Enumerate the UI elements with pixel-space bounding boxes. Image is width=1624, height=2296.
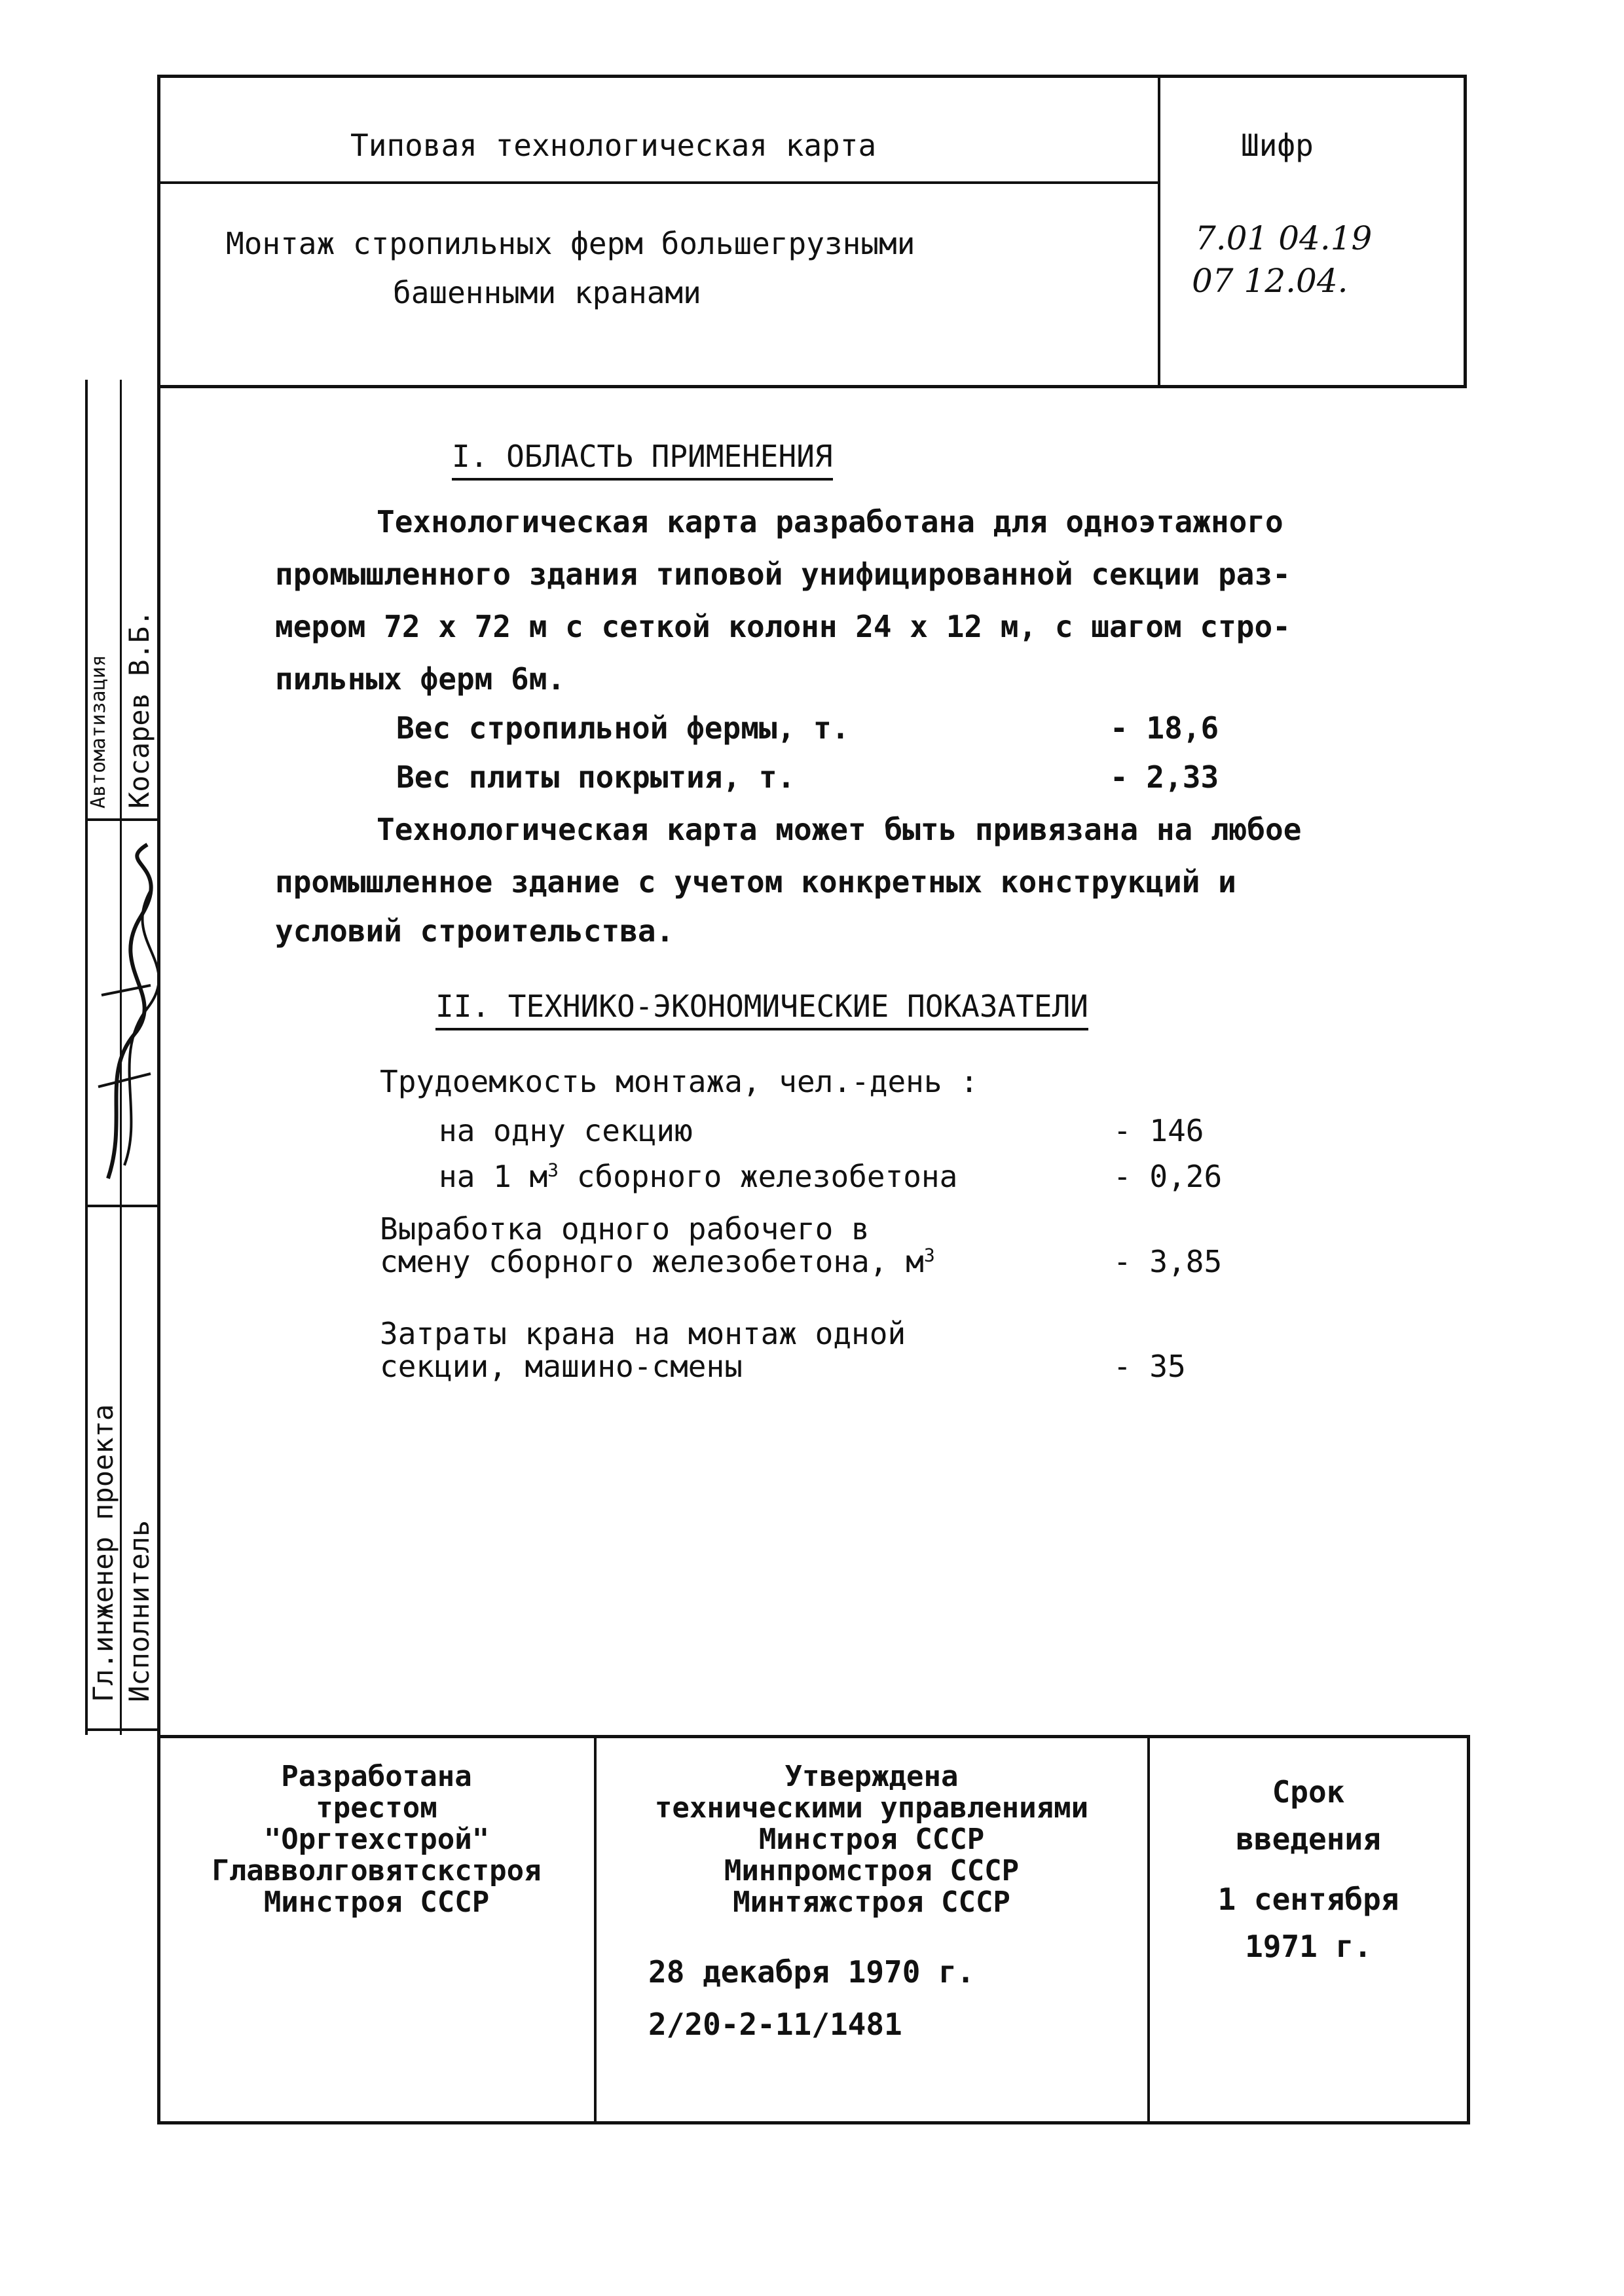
appr-line4: Минпромстроя СССР xyxy=(724,1854,1020,1887)
section2-heading-text: II. ТЕХНИКО-ЭКОНОМИЧЕСКИЕ ПОКАЗАТЕЛИ xyxy=(435,989,1088,1030)
per-section-value: - 146 xyxy=(1113,1113,1204,1148)
term-line4: 1971 г. xyxy=(1245,1929,1372,1964)
footer-right xyxy=(1467,1735,1470,2124)
term-line3: 1 сентября xyxy=(1217,1882,1399,1917)
cipher-label: Шифр xyxy=(1241,128,1314,163)
section1-para2-line2: промышленное здание с учетом конкретных конструкций и xyxy=(275,864,1236,900)
per-m3-sup: 3 xyxy=(547,1159,559,1181)
output-line2: смену сборного железобетона, м xyxy=(380,1244,924,1279)
appr-line3: Минстроя СССР xyxy=(758,1823,985,1856)
stamp-role-chief-engineer: Гл.инженер проекта xyxy=(87,1404,119,1702)
section1-heading xyxy=(452,439,833,474)
crane-line2: секции, машино-смены xyxy=(380,1349,743,1384)
labor-label: Трудоемкость монтажа, чел.-день : xyxy=(380,1064,978,1099)
doc-title-line2: башенными кранами xyxy=(393,275,701,310)
section1-para1-line3: мером 72 х 72 м с сеткой колонн 24 х 12 м, с шагом стро- xyxy=(275,609,1291,644)
appr-line1: Утверждена xyxy=(784,1760,959,1793)
per-section-label: на одну секцию xyxy=(439,1113,693,1148)
stamp-department: Автоматизация xyxy=(87,655,110,809)
footer-bottom xyxy=(157,2121,1470,2124)
code-line2: 07 12.04. xyxy=(1192,262,1348,300)
stamp-hline-1 xyxy=(85,818,160,821)
footer-top xyxy=(157,1735,1470,1738)
doc-type: Типовая технологическая карта xyxy=(350,128,877,163)
truss-weight-value: - 18,6 xyxy=(1110,710,1219,746)
crane-value: - 35 xyxy=(1113,1349,1186,1384)
header-bottom xyxy=(157,385,1467,388)
stamp-bottom xyxy=(85,1728,160,1731)
output-sup: 3 xyxy=(923,1244,935,1266)
header-divider-1 xyxy=(157,181,1159,184)
approval-date: 28 декабря 1970 г. xyxy=(648,1954,975,1990)
doc-title-line1: Монтаж стропильных ферм большегрузными xyxy=(226,226,915,261)
truss-weight-label: Вес стропильной фермы, т. xyxy=(396,710,850,746)
per-m3-label: на 1 м xyxy=(439,1159,548,1194)
dev-line4: Главволговятскстроя xyxy=(212,1854,542,1887)
approval-number: 2/20-2-11/1481 xyxy=(648,2007,902,2042)
slab-weight-label: Вес плиты покрытия, т. xyxy=(396,759,796,795)
frame-top xyxy=(157,75,1467,78)
dev-line2: трестом xyxy=(316,1791,437,1825)
dev-line1: Разработана xyxy=(281,1760,472,1793)
output-line1: Выработка одного рабочего в xyxy=(380,1211,870,1247)
output-line2-row xyxy=(380,1244,935,1279)
term-line1: Срок xyxy=(1272,1774,1345,1810)
stamp-hline-2 xyxy=(85,1205,160,1207)
footer-developer xyxy=(160,1761,593,1918)
per-m3-label-tail: сборного железобетона xyxy=(559,1159,958,1194)
slab-weight-value: - 2,33 xyxy=(1110,759,1219,795)
appr-line2: техническими управлениями xyxy=(654,1791,1089,1825)
stamp-role-executor: Исполнитель xyxy=(123,1520,155,1702)
dev-line3: "Оргтехстрой" xyxy=(263,1823,490,1856)
section1-heading-text: I. ОБЛАСТЬ ПРИМЕНЕНИЯ xyxy=(452,439,833,481)
per-m3-value: - 0,26 xyxy=(1113,1159,1223,1194)
term-line2: введения xyxy=(1236,1821,1381,1857)
section1-para2-line3: условий строительства. xyxy=(275,913,674,949)
stamp-name: Косарев В.Б. xyxy=(123,610,155,809)
dev-line5: Минстроя СССР xyxy=(263,1886,490,1919)
per-m3-row xyxy=(439,1159,957,1194)
crane-line1: Затраты крана на монтаж одной xyxy=(380,1316,906,1351)
header-vertical-divider xyxy=(1158,75,1160,388)
frame-right-header xyxy=(1464,75,1467,388)
footer-approval xyxy=(597,1761,1147,1918)
appr-line5: Минтяжстроя СССР xyxy=(733,1886,1010,1919)
footer-term xyxy=(1150,1774,1467,1964)
signature-mark xyxy=(88,838,157,1198)
section1-para1-line4: пильных ферм 6м. xyxy=(275,661,566,697)
output-value: - 3,85 xyxy=(1113,1244,1223,1279)
section1-para2-line1: Технологическая карта может быть привязана на любое xyxy=(377,812,1302,847)
section2-heading xyxy=(435,989,1088,1024)
code-line1: 7.01 04.19 xyxy=(1195,219,1373,257)
section1-para1-line1: Технологическая карта разработана для одноэтажного xyxy=(377,504,1283,539)
section1-para1-line2: промышленного здания типовой унифицированной секции раз- xyxy=(275,556,1291,592)
